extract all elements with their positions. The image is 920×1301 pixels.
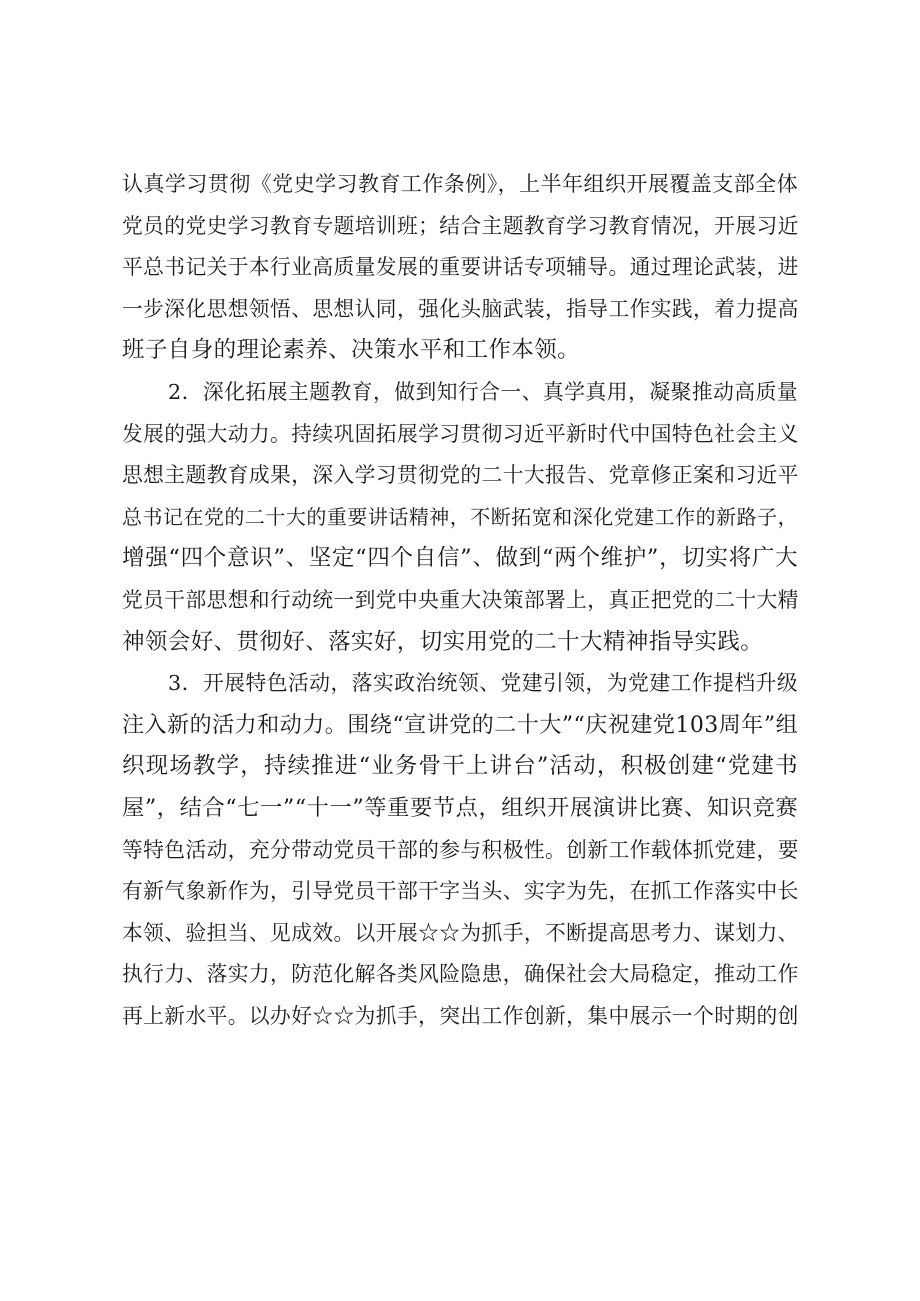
text-line: 有新气象新作为，引导党员干部干字当头、实字为先，在抓工作落实中长: [122, 879, 799, 904]
text-line: 2．深化拓展主题教育，做到知行合一、真学真用，凝聚推动高质量: [168, 379, 798, 404]
text-line: 认真学习贯彻《党史学习教育工作条例》，上半年组织开展覆盖支部全体: [122, 172, 798, 196]
text-line: 思想主题教育成果，深入学习贯彻党的二十大报告、党章修正案和习近平: [122, 463, 799, 488]
text-line: 注入新的活力和动力。围绕“宣讲党的二十大”“庆祝建党103周年”组: [122, 712, 798, 738]
text-line: 3．开展特色活动，落实政治统领、党建引领，为党建工作提档升级: [168, 671, 798, 696]
text-line: 等特色活动，充分带动党员干部的参与积极性。创新工作载体抓党建，要: [122, 837, 799, 862]
text-line: 党员的党史学习教育专题培训班；结合主题教育学习教育情况，开展习近: [122, 213, 799, 238]
text-line: 一步深化思想领悟、思想认同，强化头脑武装，指导工作实践，着力提高: [122, 296, 799, 321]
paragraph-2: [122, 372, 798, 663]
text-line: 屋”，结合“七一”“十一”等重要节点，组织开展演讲比赛、知识竞赛: [122, 794, 798, 821]
text-line: 班子自身的理论素养、决策水平和工作本领。: [122, 337, 581, 364]
text-line: 总书记在党的二十大的重要讲话精神，不断拓宽和深化党建工作的新路子，: [122, 504, 798, 529]
text-line: 增强“四个意识”、坚定“四个自信”、做到“两个维护”，切实将广大: [122, 545, 798, 572]
text-line: 发展的强大动力。持续巩固拓展学习贯彻习近平新时代中国特色社会主义: [122, 421, 799, 446]
text-line: 织现场教学，持续推进“业务骨干上讲台”活动，积极创建“党建书: [122, 753, 798, 780]
paragraph-3: [122, 663, 798, 1037]
text-line: 党员干部思想和行动统一到党中央重大决策部署上，真正把党的二十大精: [122, 587, 799, 612]
text-line: 再上新水平。以办好☆☆为抓手，突出工作创新，集中展示一个时期的创: [122, 1003, 799, 1028]
text-line: 平总书记关于本行业高质量发展的重要讲话专项辅导。通过理论武装，进: [122, 255, 799, 280]
document-body: [122, 164, 798, 1037]
text-line: 神领会好、贯彻好、落实好，切实用党的二十大精神指导实践。: [122, 628, 764, 655]
text-line: 本领、验担当、见成效。以开展☆☆为抓手，不断提高思考力、谋划力、: [122, 920, 799, 945]
text-line: 执行力、落实力，防范化解各类风险隐患，确保社会大局稳定，推动工作: [122, 962, 799, 987]
paragraph-1: [122, 164, 798, 372]
